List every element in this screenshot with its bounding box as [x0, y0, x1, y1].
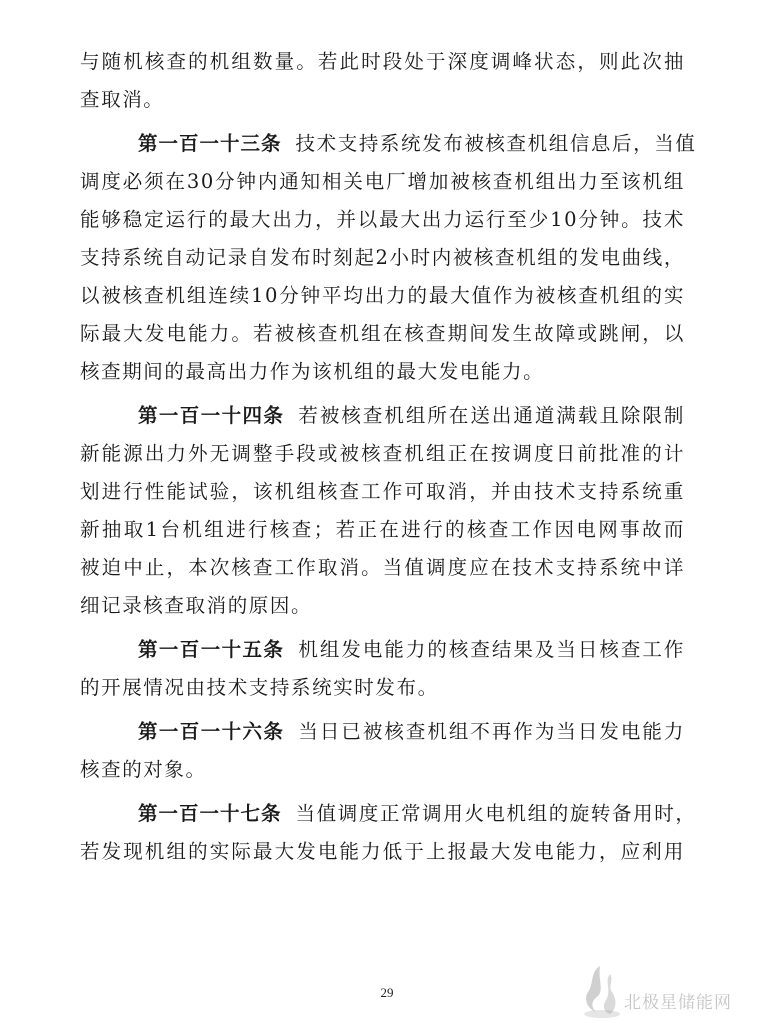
text-line: 与随机核查的机组数量。若此时段处于深度调峰状态，则此次抽: [80, 50, 685, 73]
text-line: 新抽取1台机组进行核查；若正在进行的核查工作因电网事故而: [80, 518, 685, 541]
article-heading: 第一百一十六条: [138, 720, 285, 743]
text-span: 当日已被核查机组不再作为当日发电能力: [298, 720, 685, 743]
article-heading: 第一百一十三条: [138, 132, 282, 155]
article-115: [80, 631, 685, 707]
text-line: 的开展情况由技术支持系统实时发布。: [80, 676, 439, 699]
text-line: 若发现机组的实际最大发电能力低于上报最大发电能力，应利用: [80, 840, 685, 863]
document-body: [80, 43, 697, 877]
article-heading: 第一百一十七条: [138, 802, 282, 825]
article-heading: 第一百一十四条: [138, 404, 285, 427]
text-line: [80, 397, 685, 435]
text-line: 细记录核查取消的原因。: [80, 594, 313, 617]
text-line: 核查期间的最高出力作为该机组的最大发电能力。: [80, 360, 545, 383]
article-114: [80, 397, 685, 625]
text-line: 以被核查机组连续10分钟平均出力的最大值作为被核查机组的实: [80, 284, 685, 307]
text-line: 划进行性能试验，该机组核查工作可取消，并由技术支持系统重: [80, 480, 685, 503]
text-line: [80, 795, 697, 833]
text-line: 调度必须在30分钟内通知相关电厂增加被核查机组出力至该机组: [80, 170, 685, 193]
page-number: 29: [380, 985, 394, 1000]
text-line: 际最大发电能力。若被核查机组在核查期间发生故障或跳闸，以: [80, 322, 685, 345]
text-line: 新能源出力外无调整手段或被核查机组正在按调度日前批准的计: [80, 442, 685, 465]
text-line: 被迫中止，本次核查工作取消。当值调度应在技术支持系统中详: [80, 556, 685, 579]
article-116: [80, 713, 685, 789]
text-line: 能够稳定运行的最大出力，并以最大出力运行至少10分钟。技术: [80, 208, 685, 231]
article-heading: 第一百一十五条: [138, 638, 285, 661]
text-line: 核查的对象。: [80, 758, 207, 781]
wechat-logo-icon: [572, 960, 632, 1020]
text-line: 查取消。: [80, 88, 165, 111]
article-117: [80, 795, 697, 871]
watermark-text: 北极星储能网: [624, 993, 732, 1013]
text-line: [80, 631, 685, 669]
text-span: 机组发电能力的核查结果及当日核查工作: [298, 638, 685, 661]
text-line: [80, 125, 697, 163]
text-span: 若被核查机组所在送出通道满载且除限制: [298, 404, 685, 427]
text-span: 当值调度正常调用火电机组的旋转备用时，: [295, 802, 697, 825]
text-line: 支持系统自动记录自发布时刻起2小时内被核查机组的发电曲线，: [80, 246, 685, 269]
watermark: [572, 960, 772, 1020]
article-113: [80, 125, 697, 391]
paragraph-continuation: [80, 43, 685, 119]
text-span: 技术支持系统发布被核查机组信息后，当值: [295, 132, 697, 155]
text-line: [80, 713, 685, 751]
